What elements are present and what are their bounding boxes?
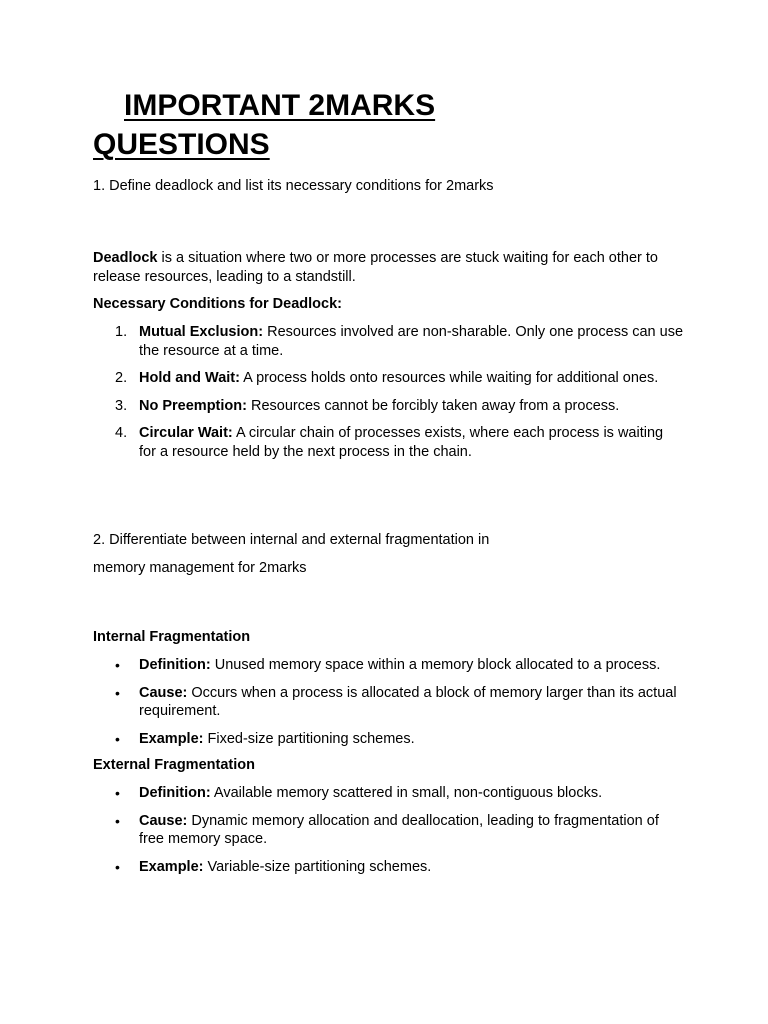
list-item [93, 397, 683, 416]
condition-term: Mutual Exclusion: [139, 324, 264, 340]
list-item [93, 323, 683, 360]
item-text: Unused memory space within a memory block allocated to a process. [210, 657, 661, 673]
item-text: Dynamic memory allocation and deallocation, leading to fragmentation of free memory space. [139, 812, 659, 847]
conditions-heading: Necessary Conditions for Deadlock: [93, 296, 342, 312]
list-item [93, 812, 683, 849]
list-item [93, 858, 683, 877]
list-item [93, 656, 683, 675]
list-item [93, 424, 683, 461]
item-text: Occurs when a process is allocated a block of memory larger than its actual requirement. [139, 684, 677, 719]
document-page [93, 86, 683, 876]
deadlock-definition [93, 249, 683, 287]
list-item [93, 730, 683, 749]
title-line-2: QUESTIONS [93, 128, 270, 161]
item-term: Example: [139, 730, 204, 747]
list-number: 1. [115, 324, 128, 340]
list-number: 4. [115, 425, 128, 441]
list-item [93, 684, 683, 721]
bullet-icon: • [115, 730, 120, 747]
item-term: Definition: [139, 785, 211, 801]
deadlock-definition-text: is a situation where two or more processes are stuck waiting for each other to release resources, leading to a standstill. [93, 250, 658, 285]
list-item [93, 369, 683, 388]
page-title [93, 86, 683, 164]
conditions-list [93, 323, 683, 461]
internal-fragmentation-heading: Internal Fragmentation [93, 629, 251, 645]
list-item [93, 784, 683, 803]
external-fragmentation-list [93, 784, 683, 876]
bullet-icon: • [115, 785, 120, 801]
deadlock-term: Deadlock [93, 250, 158, 266]
bullet-icon: • [115, 657, 120, 673]
item-term: Definition: [139, 657, 211, 673]
item-term: Cause: [139, 812, 188, 829]
condition-text: A process holds onto resources while waiting for additional ones. [239, 370, 659, 386]
condition-term: Circular Wait: [139, 425, 233, 441]
item-text: Available memory scattered in small, non-contiguous blocks. [210, 785, 603, 801]
bullet-icon: • [115, 858, 120, 875]
external-fragmentation-heading: External Fragmentation [93, 757, 255, 773]
condition-text: A circular chain of processes exists, where each process is waiting for a resource held by the next process in the chain. [139, 425, 664, 460]
bullet-icon: • [115, 812, 120, 829]
list-number: 2. [115, 370, 128, 386]
list-number: 3. [115, 397, 128, 414]
item-text: Fixed-size partitioning schemes. [203, 730, 415, 747]
item-term: Example: [139, 858, 204, 875]
condition-term: Hold and Wait: [139, 370, 240, 386]
condition-text: Resources involved are non-sharable. Only one process can use the resource at a time. [139, 324, 684, 359]
item-term: Cause: [139, 684, 188, 701]
bullet-icon: • [115, 684, 120, 701]
question-1: 1. Define deadlock and list its necessary conditions for 2marks [93, 178, 494, 194]
condition-text: Resources cannot be forcibly taken away from a process. [246, 397, 620, 414]
item-text: Variable-size partitioning schemes. [203, 858, 432, 875]
question-2-line-1: 2. Differentiate between internal and external fragmentation in [93, 532, 490, 548]
title-line-1: IMPORTANT 2MARKS [124, 89, 436, 122]
condition-term: No Preemption: [139, 397, 247, 414]
internal-fragmentation-list [93, 656, 683, 748]
question-2-line-2: memory management for 2marks [93, 560, 307, 576]
